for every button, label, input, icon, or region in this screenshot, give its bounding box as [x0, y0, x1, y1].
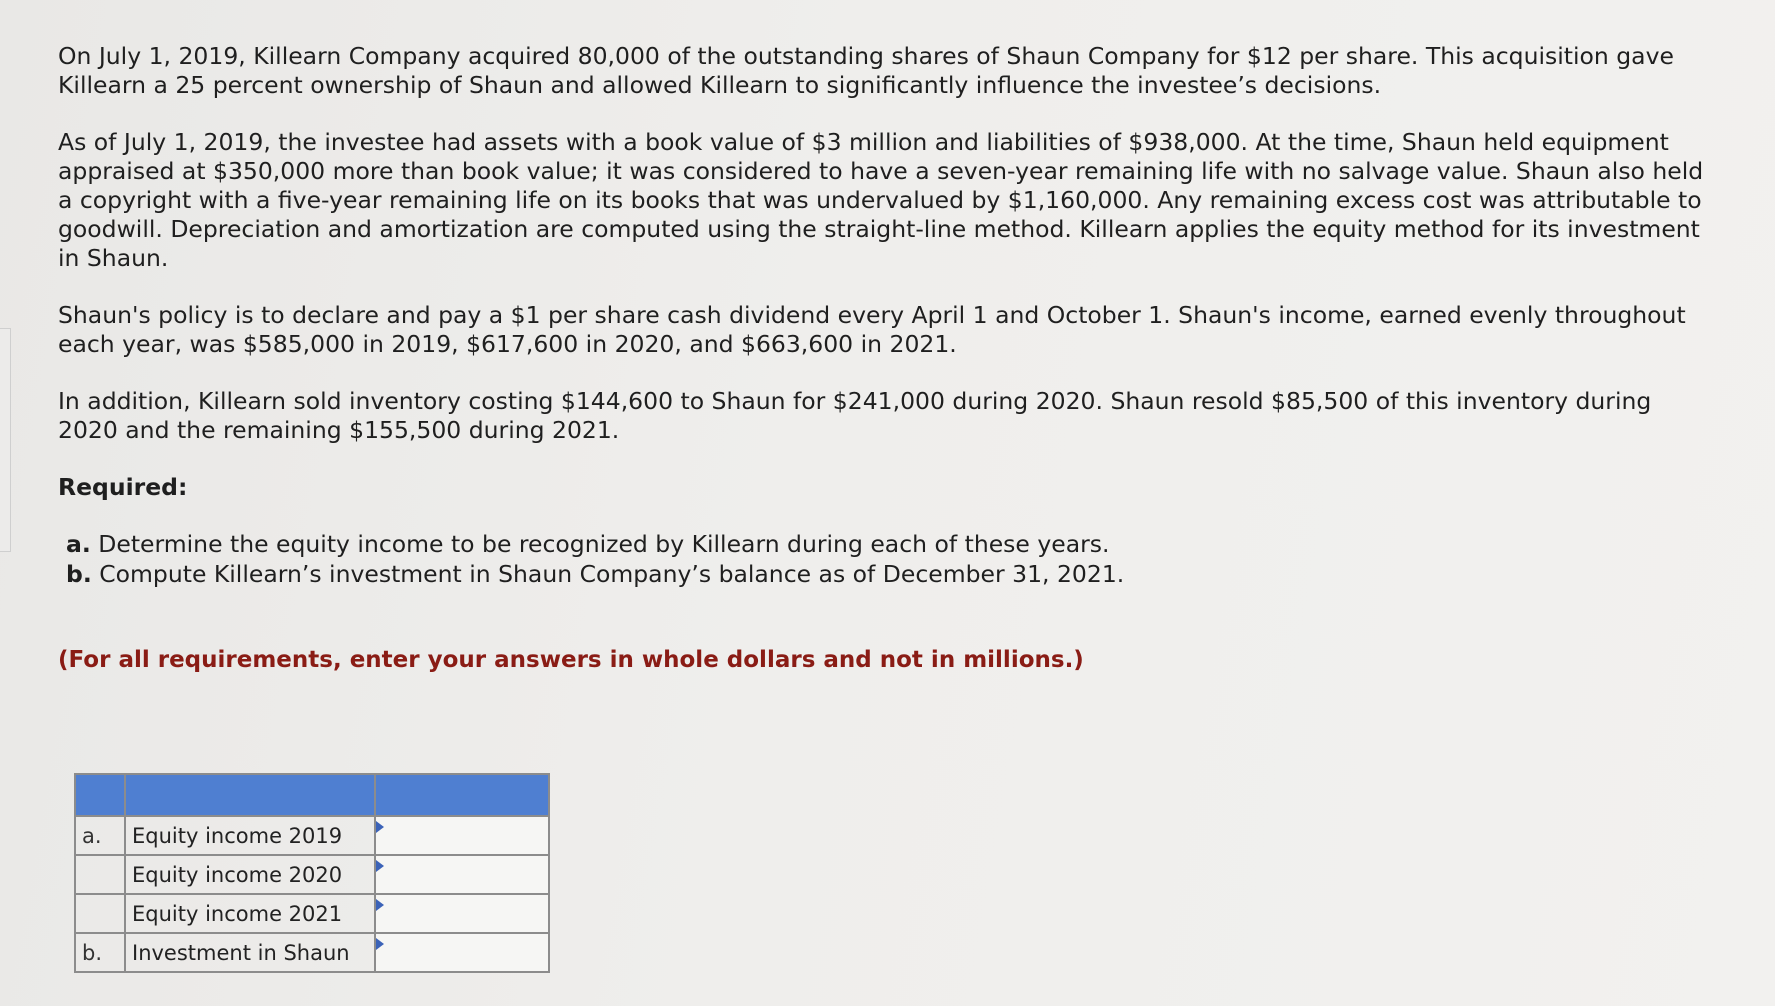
left-edge-tab: [0, 328, 11, 552]
header-cell: [125, 774, 375, 816]
equity-income-2021-input[interactable]: [382, 895, 546, 932]
instruction-note: (For all requirements, enter your answers in whole dollars and not in millions.): [58, 647, 1084, 673]
row-letter: a.: [75, 816, 125, 855]
requirement-letter: a.: [66, 530, 91, 558]
row-letter: [75, 855, 125, 894]
answer-cell: [375, 855, 549, 894]
requirement-b: [66, 559, 1708, 589]
requirement-text: Compute Killearn’s investment in Shaun Company’s balance as of December 31, 2021.: [99, 560, 1125, 588]
requirements-list: [66, 529, 1708, 589]
header-cell: [375, 774, 549, 816]
answer-cell: [375, 816, 549, 855]
answer-row-investment: [75, 933, 549, 972]
requirement-a: [66, 529, 1708, 559]
input-marker-icon: [376, 821, 384, 833]
answer-row-equity-2019: [75, 816, 549, 855]
answer-table-header: [75, 774, 549, 816]
requirement-text: Determine the equity income to be recognized by Killearn during each of these years.: [98, 530, 1110, 558]
problem-paragraph-4: In addition, Killearn sold inventory costing $144,600 to Shaun for $241,000 during 2020. Shaun resold $85,500 of this inventory during 2020 and the remaining $155,500 during 2021.: [58, 387, 1652, 444]
required-heading: Required:: [58, 473, 188, 501]
input-marker-icon: [376, 899, 384, 911]
row-letter: [75, 894, 125, 933]
row-label: Equity income 2020: [125, 855, 375, 894]
requirement-letter: b.: [66, 560, 92, 588]
problem-text: [58, 42, 1708, 673]
problem-paragraph-2: As of July 1, 2019, the investee had assets with a book value of $3 million and liabilities of $938,000. At the time, Shaun held equipment appraised at $350,000 more than book value; it was considered to have a seven-year remaining life with no salvage value. Shaun also held a copyright with a five-year remaining life on its books that was undervalued by $1,160,000. Any remaining excess cost was attributable to goodwill. Depreciation and amortization are computed using the straight-line method. Killearn applies the equity method for its investment in Shaun.: [58, 128, 1704, 272]
investment-in-shaun-input[interactable]: [382, 934, 546, 971]
row-label: Equity income 2021: [125, 894, 375, 933]
header-cell: [75, 774, 125, 816]
equity-income-2020-input[interactable]: [382, 856, 546, 893]
row-label: Investment in Shaun: [125, 933, 375, 972]
row-label: Equity income 2019: [125, 816, 375, 855]
answer-row-equity-2020: [75, 855, 549, 894]
answer-table: [74, 773, 550, 973]
input-marker-icon: [376, 860, 384, 872]
answer-row-equity-2021: [75, 894, 549, 933]
problem-paragraph-3: Shaun's policy is to declare and pay a $1 per share cash dividend every April 1 and October 1. Shaun's income, earned evenly throughout each year, was $585,000 in 2019, $617,600 in 2020, and $663,600 in 2021.: [58, 301, 1686, 358]
answer-cell: [375, 894, 549, 933]
row-letter: b.: [75, 933, 125, 972]
problem-paragraph-1: On July 1, 2019, Killearn Company acquired 80,000 of the outstanding shares of Shaun Company for $12 per share. This acquisition gave Killearn a 25 percent ownership of Shaun and allowed Killearn to significantly influence the investee’s decisions.: [58, 42, 1674, 99]
equity-income-2019-input[interactable]: [382, 817, 546, 854]
input-marker-icon: [376, 938, 384, 950]
answer-cell: [375, 933, 549, 972]
